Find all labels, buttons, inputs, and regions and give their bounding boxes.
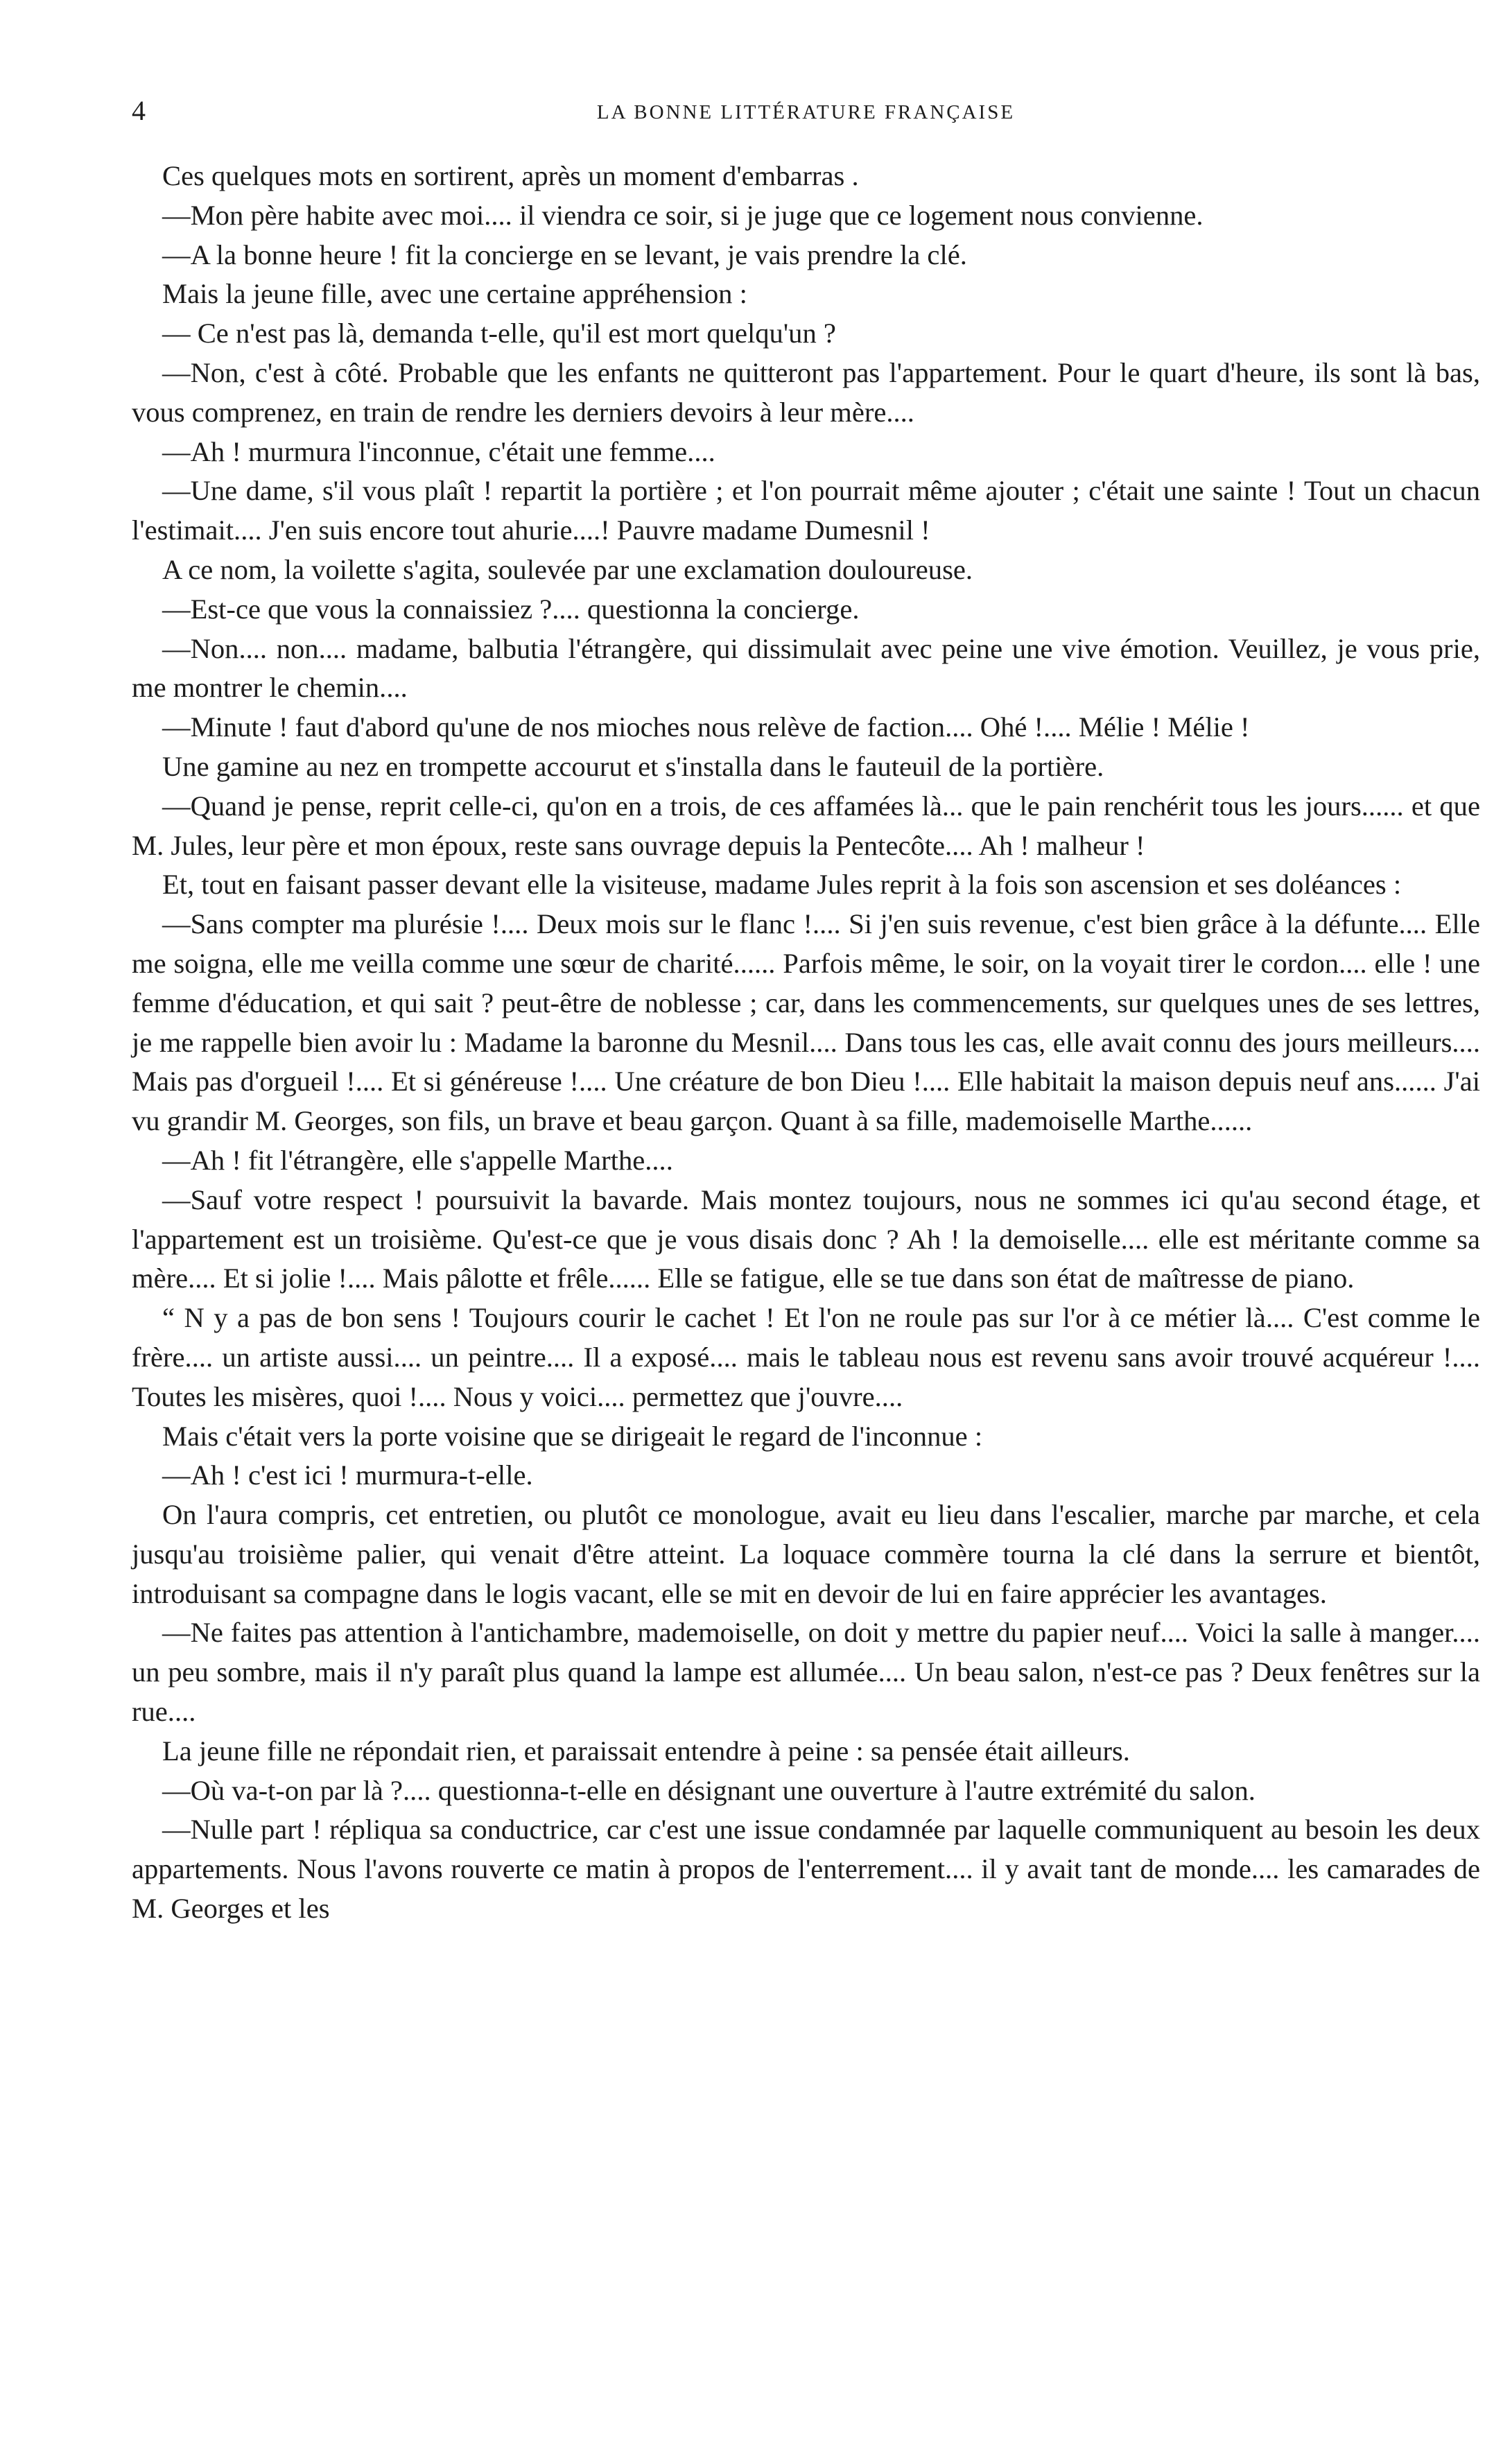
paragraph: —Sans compter ma plurésie !.... Deux mois sur le flanc !.... Si j'en suis revenue, c'est bien grâce à la défunte.... Elle me soigna, elle me veilla comme une sœur de charité...... Parfois même, le soir, on la voyait tirer le cordon.... elle ! une femme d'éducation, et qui sait ? peut-être de noblesse ; car, dans les commencements, sur quelques unes de ses lettres, je me rappelle bien avoir lu : Madame la baronne du Mesnil.... Dans tous les cas, elle avait connu des jours meilleurs.... Mais pas d'orgueil !.... Et si généreuse !.... Une créature de bon Dieu !.... Elle habitait la maison depuis neuf ans...... J'ai vu grandir M. Georges, son fils, un brave et beau garçon. Quant à sa fille, mademoiselle Marthe......: [132, 908, 1480, 1137]
paragraph: —Ah ! fit l'étrangère, elle s'appelle Marthe....: [162, 1144, 673, 1176]
paragraph: —Ne faites pas attention à l'antichambre, mademoiselle, on doit y mettre du papier neuf.... Voici la salle à manger.... un peu sombre, mais il n'y paraît plus quand la lampe est allumée.... Un beau salon, n'est-ce pas ? Deux fenêtres sur la rue....: [132, 1617, 1480, 1728]
paragraph: —Minute ! faut d'abord qu'une de nos mioches nous relève de faction.... Ohé !.... Mélie ! Mélie !: [162, 711, 1250, 743]
paragraph: Une gamine au nez en trompette accourut et s'installa dans le fauteuil de la portière.: [162, 750, 1104, 782]
paragraph: —Nulle part ! répliqua sa conductrice, car c'est une issue condamnée par laquelle communiquent au besoin les deux appartements. Nous l'avons rouverte ce matin à propos de l'enterrement.... il y avait tant de monde.... les camarades de M. Georges et les: [132, 1814, 1480, 1925]
paragraph: —Une dame, s'il vous plaît ! repartit la portière ; et l'on pourrait même ajouter ; c'était une sainte ! Tout un chacun l'estimait.... J'en suis encore tout ahurie....! Pauvre madame Dumesnil !: [132, 475, 1480, 546]
paragraph: —Ah ! c'est ici ! murmura-t-elle.: [162, 1459, 533, 1491]
paragraph: La jeune fille ne répondait rien, et paraissait entendre à peine : sa pensée était ailleurs.: [162, 1735, 1130, 1767]
paragraph: Et, tout en faisant passer devant elle la visiteuse, madame Jules reprit à la fois son ascension et ses doléances :: [162, 869, 1402, 901]
page-number: 4: [132, 95, 146, 126]
paragraph: A ce nom, la voilette s'agita, soulevée par une exclamation douloureuse.: [162, 553, 973, 585]
paragraph: —Quand je pense, reprit celle-ci, qu'on en a trois, de ces affamées là... que le pain renchérit tous les jours...... et que M. Jules, leur père et mon époux, reste sans ouvrage depuis la Pentecôte.... Ah ! malheur !: [132, 790, 1480, 861]
page-header: [132, 90, 1480, 139]
book-page: [132, 90, 1480, 1929]
paragraph: —Mon père habite avec moi.... il viendra ce soir, si je juge que ce logement nous convienne.: [162, 199, 1204, 231]
paragraph: —Où va-t-on par là ?.... questionna-t-elle en désignant une ouverture à l'autre extrémité du salon.: [162, 1774, 1256, 1806]
paragraph: “ N y a pas de bon sens ! Toujours courir le cachet ! Et l'on ne roule pas sur l'or à ce métier là.... C'est comme le frère.... un artiste aussi.... un peintre.... Il a exposé.... mais le tableau nous est revenu sans avoir trouvé acquéreur !.... Toutes les misères, quoi !.... Nous y voici.... permettez que j'ouvre....: [132, 1302, 1480, 1412]
paragraph: —Non.... non.... madame, balbutia l'étrangère, qui dissimulait avec peine une vive émotion. Veuillez, je vous prie, me montrer le chemin....: [132, 632, 1480, 704]
paragraph: On l'aura compris, cet entretien, ou plutôt ce monologue, avait eu lieu dans l'escalier, marche par marche, et cela jusqu'au troisième palier, qui venait d'être atteint. La loquace commère tourna la clé dans la serrure et bientôt, introduisant sa compagne dans le logis vacant, elle se mit en devoir de lui en faire apprécier les avantages.: [132, 1499, 1480, 1609]
body-text: [132, 157, 1480, 1929]
paragraph: —A la bonne heure ! fit la concierge en se levant, je vais prendre la clé.: [162, 238, 967, 270]
paragraph: Ces quelques mots en sortirent, après un moment d'embarras .: [162, 160, 859, 191]
paragraph: — Ce n'est pas là, demanda t-elle, qu'il est mort quelqu'un ?: [162, 318, 836, 349]
paragraph: —Est-ce que vous la connaissiez ?.... questionna la concierge.: [162, 593, 860, 625]
paragraph: Mais c'était vers la porte voisine que se dirigeait le regard de l'inconnue :: [162, 1420, 983, 1452]
paragraph: —Non, c'est à côté. Probable que les enfants ne quitteront pas l'appartement. Pour le quart d'heure, ils sont là bas, vous comprenez, en train de rendre les derniers devoirs à leur mère....: [132, 356, 1480, 428]
running-title: LA BONNE LITTÉRATURE FRANÇAISE: [596, 101, 1016, 123]
paragraph: —Ah ! murmura l'inconnue, c'était une femme....: [162, 435, 715, 467]
paragraph: Mais la jeune fille, avec une certaine appréhension :: [162, 278, 747, 310]
paragraph: —Sauf votre respect ! poursuivit la bavarde. Mais montez toujours, nous ne sommes ici qu'au second étage, et l'appartement est un troisième. Qu'est-ce que je vous disais donc ? Ah ! la demoiselle.... elle est méritante comme sa mère.... Et si jolie !.... Mais pâlotte et frêle...... Elle se fatigue, elle se tue dans son état de maîtresse de piano.: [132, 1183, 1480, 1294]
